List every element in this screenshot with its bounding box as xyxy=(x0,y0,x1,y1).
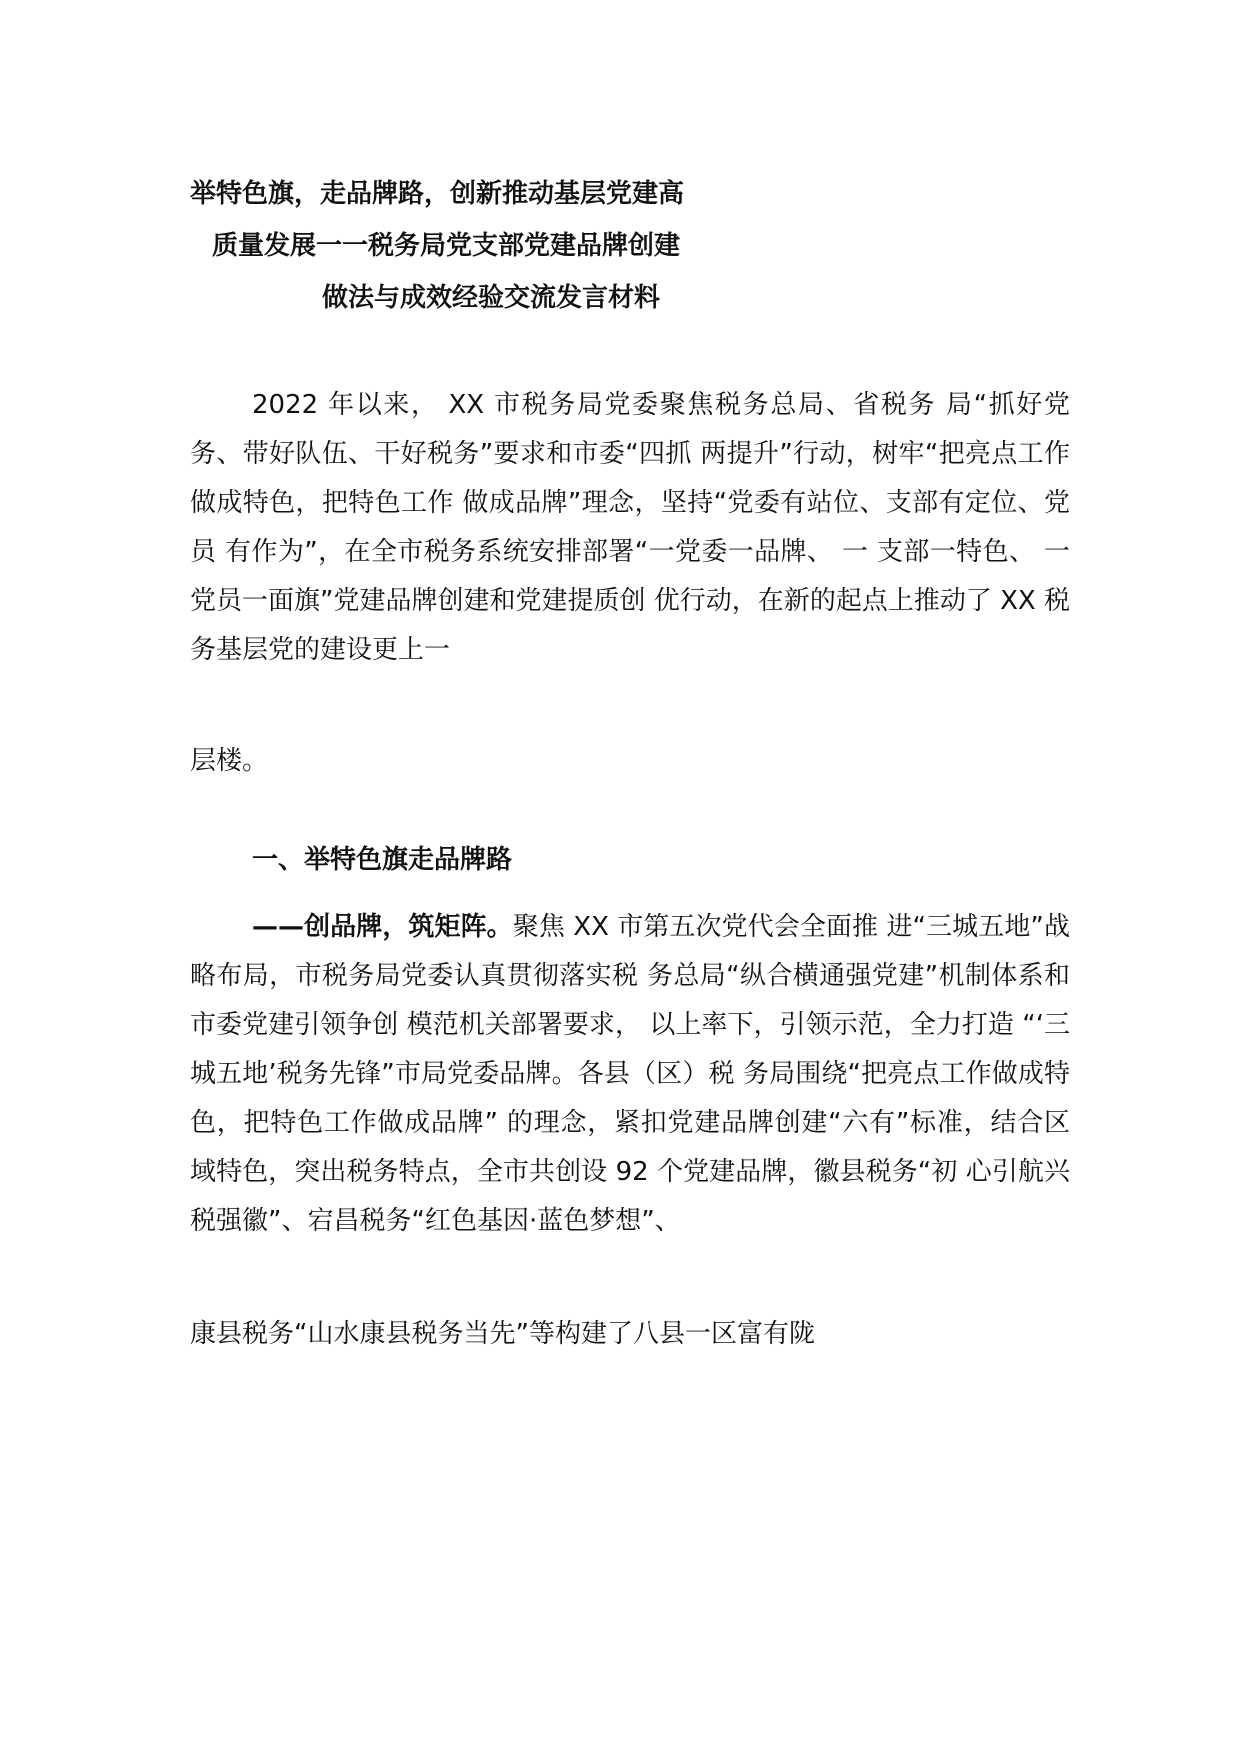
section1-paragraph-text: 聚焦 XX 市第五次党代会全面推 进“三城五地”战略布局，市税务局党委认真贯彻落实税 务总局“纵合横通强党建”机制体系和市委党建引领争创 模范机关部署要求， 以上率下，引领示范，全力打造 “‘三城五地’税务先锋”市局党委品牌。各县（区）税 务局围绕“把亮点工作做成特色，把特色工作做成品牌” 的理念，紧扣党建品牌创建“六有”标准，结合区域特色，突出税务特点，全市共创设 92 个党建品牌，徽县税务“初 心引航兴税强徽”、宕昌税务“红色基因·蓝色梦想”、 xyxy=(190,912,1070,1236)
title-line-1: 举特色旗，走品牌路，创新推动基层党建高 xyxy=(190,179,685,209)
title-line-3: 做法与成效经验交流发言材料 xyxy=(322,283,661,313)
section1-lead-phrase: ——创品牌，筑矩阵。 xyxy=(252,912,513,942)
intro-paragraph: 2022 年以来， XX 市税务局党委聚焦税务总局、省税务 局“抓好党务、带好队伍、干好税务”要求和市委“四抓 两提升”行动，树牢“把亮点工作做成特色，把特色工作 做成品牌”理念，坚持“党委有站位、支部有定位、党员 有作为”，在全市税务系统安排部署“一党委一品牌、 一 支部一特色、 一党员一面旗”党建品牌创建和党建提质创 优行动，在新的起点上推动了 XX 税务基层党的建设更上一 xyxy=(190,390,1070,665)
intro-paragraph-tail: 层楼。 xyxy=(190,746,269,776)
document-title xyxy=(190,168,750,324)
section-heading-1: 一、举特色旗走品牌路 xyxy=(252,845,513,875)
section1-paragraph-tail: 康县税务“山水康县税务当先”等构建了八县一区富有陇 xyxy=(190,1319,815,1349)
section1-paragraph xyxy=(190,903,1070,1246)
title-line-2: 质量发展一一税务局党支部党建品牌创建 xyxy=(212,231,681,261)
